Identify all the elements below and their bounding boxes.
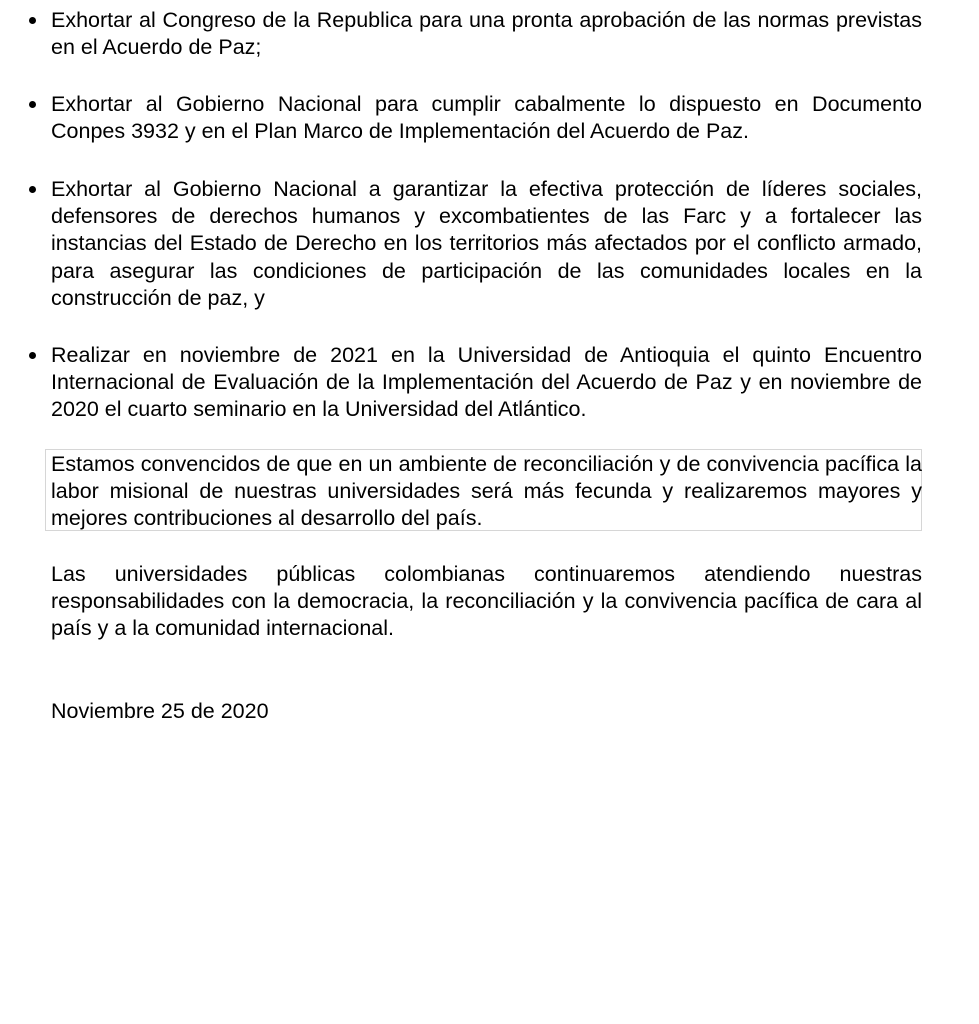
- bullet-item: [51, 91, 922, 145]
- bullet-item: [51, 7, 922, 61]
- bullet-text: Realizar en noviembre de 2021 en la Universidad de Antioquia el quinto Encuentro Internacional de Evaluación de la Implementación del Acuerdo de Paz y en noviembre de 2020 el cuarto seminario en la Universidad del Atlántico.: [51, 343, 922, 422]
- bullet-text: Exhortar al Congreso de la Republica para una pronta aprobación de las normas previstas en el Acuerdo de Paz;: [51, 8, 922, 60]
- bullet-icon: [29, 352, 36, 359]
- bullet-text: Exhortar al Gobierno Nacional para cumplir cabalmente lo dispuesto en Documento Conpes 3932 y en el Plan Marco de Implementación del Acuerdo de Paz.: [51, 92, 922, 144]
- bullet-item: [51, 342, 922, 424]
- paragraph-highlighted: Estamos convencidos de que en un ambiente de reconciliación y de convivencia pacífica la labor misional de nuestras universidades será más fecunda y realizaremos mayores y mejores contribuciones al desarrollo del país.: [51, 452, 922, 531]
- bullet-icon: [29, 186, 36, 193]
- bullet-text: Exhortar al Gobierno Nacional a garantizar la efectiva protección de líderes sociales, defensores de derechos humanos y excombatientes de las Farc y a fortalecer las instancias del Estado de Derecho en los territorios más afectados por el conflicto armado, para asegurar las condiciones de participación de las comunidades locales en la construcción de paz, y: [51, 177, 922, 310]
- bullet-icon: [29, 17, 36, 24]
- document-date: Noviembre 25 de 2020: [51, 699, 269, 723]
- paragraph: Las universidades públicas colombianas continuaremos atendiendo nuestras responsabilidades con la democracia, la reconciliación y la convivencia pacífica de cara al país y a la comunidad internacional.: [51, 562, 922, 641]
- bullet-icon: [29, 101, 36, 108]
- bullet-item: [51, 176, 922, 312]
